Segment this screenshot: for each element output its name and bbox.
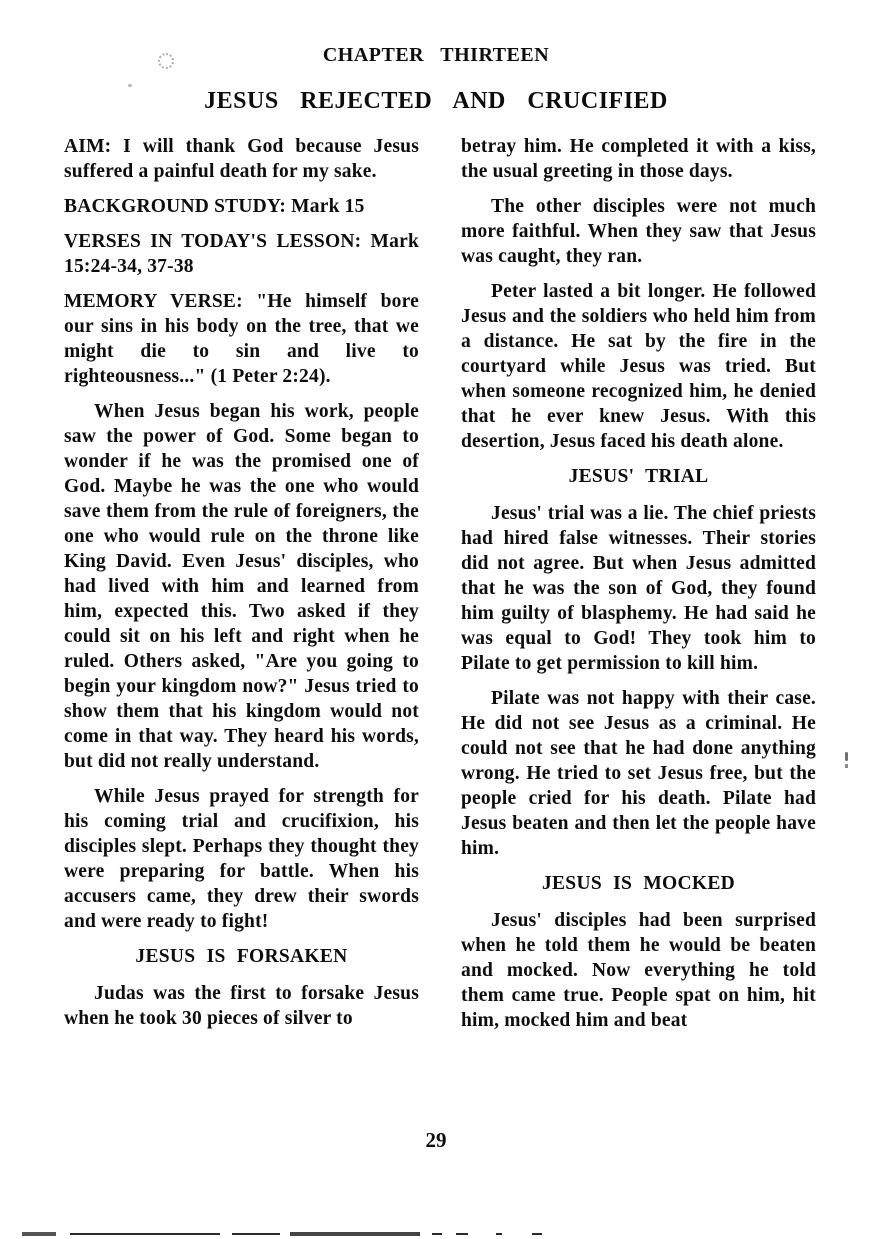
right-column [461,134,816,1043]
paragraph: Judas was the first to forsake Jesus when he took 30 pieces of silver to [64,983,419,1029]
section-heading: JESUS' TRIAL [568,466,709,487]
section-heading: JESUS IS MOCKED [541,873,736,894]
paragraph: Peter lasted a bit longer. He followed Jesus and the soldiers who held him from a distance. He sat by the fire in the courtyard while Jesus was tried. But when someone recognized him, he denied that he ever knew Jesus. With this desertion, Jesus faced his death alone. [461,281,816,452]
paragraph: VERSES IN TODAY'S LESSON: Mark 15:24-34, 37-38 [64,231,419,277]
two-column-text [64,134,816,1043]
paragraph: AIM: I will thank God because Jesus suffered a painful death for my sake. [64,136,419,182]
page-number: 29 [425,1128,447,1152]
chapter-heading: CHAPTER THIRTEEN [322,44,550,66]
paragraph: BACKGROUND STUDY: Mark 15 [64,196,365,217]
scan-streak-artifact [0,1229,872,1237]
scan-mark-artifact [845,752,848,761]
paragraph: Jesus' disciples had been surprised when he told them he would be beaten and mocked. Now everything he told them came true. People spat on him, hit him, mocked him and beat [461,910,816,1031]
left-column [64,134,419,1043]
paragraph: MEMORY VERSE: "He himself bore our sins in his body on the tree, that we might die to sin and live to righteousness..." (1 Peter 2:24). [64,291,419,387]
section-heading: JESUS IS FORSAKEN [135,946,348,967]
paragraph: Jesus' trial was a lie. The chief priests had hired false witnesses. Their stories did not agree. But when Jesus admitted that he was the son of God, they found him guilty of blasphemy. He had said he was equal to God! They took him to Pilate to get permission to kill him. [461,503,816,674]
paragraph: When Jesus began his work, people saw the power of God. Some began to wonder if he was the promised one of God. Maybe he was the one who would save them from the rule of foreigners, the one who would rule on the throne like King David. Even Jesus' disciples, who had lived with him and learned from him, expected this. Two asked if they could sit on his left and right when he ruled. Others asked, "Are you going to begin your kingdom now?" Jesus tried to show them that his kingdom would not come in that way. They heard his words, but did not really understand. [64,401,419,772]
paragraph: While Jesus prayed for strength for his coming trial and crucifixion, his disciples slept. Perhaps they thought they were preparing for battle. When his accusers came, they drew their swords and were ready to fight! [64,786,419,932]
paragraph: betray him. He completed it with a kiss, the usual greeting in those days. [461,136,816,182]
scan-speck-artifact [128,84,132,87]
paragraph: Pilate was not happy with their case. He did not see Jesus as a criminal. He could not see that he had done anything wrong. He tried to set Jesus free, but the people cried for his death. Pilate had Jesus beaten and then let the people have him. [461,688,816,859]
scan-smudge-artifact [158,53,174,69]
page-title: JESUS REJECTED AND CRUCIFIED [204,88,668,114]
paragraph: The other disciples were not much more faithful. When they saw that Jesus was caught, they ran. [461,196,816,267]
